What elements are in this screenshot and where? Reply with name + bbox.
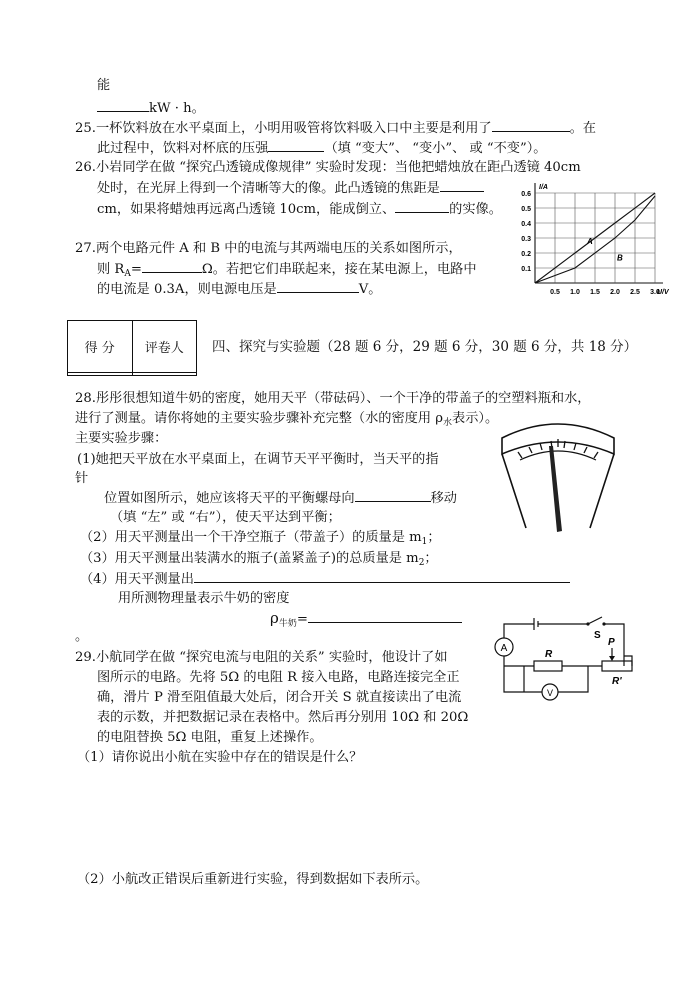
q27-blank-1[interactable] (142, 259, 202, 273)
y-tick-label: 0.1 (521, 266, 531, 273)
score-table (67, 320, 197, 376)
q29-sub1: （1）请你说出小航在实验中存在的错误是什么？ (77, 750, 363, 765)
grader-cell[interactable] (132, 373, 197, 376)
q28-step2-a: （2）用天平测量出一个干净空瓶子（带盖子）的质量是 m (80, 530, 422, 545)
q27-line3-b: V。 (358, 282, 382, 297)
dial-ticks (518, 439, 598, 458)
resistor-label: R (545, 649, 553, 660)
q25-line1 (75, 118, 596, 138)
q28-m1-sub: 1 (421, 537, 428, 547)
circuit-diagram (490, 612, 640, 702)
x-tick-label: 1.0 (570, 289, 580, 296)
q28-step3-a: （3）用天平测量出装满水的瓶子(盖紧盖子)的总质量是 m (80, 551, 419, 566)
q24-line2 (97, 98, 205, 118)
ammeter-label: A (500, 643, 508, 654)
q27-line1: 27.两个电路元件 A 和 B 中的电流与其两端电压的关系如图所示， (75, 241, 462, 256)
q29-line3: 确，滑片 P 滑至阻值最大处后，闭合开关 S 就直接读出了电流 (97, 690, 462, 705)
q25-blank-2[interactable] (268, 138, 324, 152)
q25-blank-1[interactable] (492, 118, 570, 132)
q25-text-b: 。在 (569, 121, 596, 136)
q29-line5: 的电阻替换 5Ω 电阻，重复上述操作。 (97, 730, 323, 745)
x-tick-label: 3.0 (650, 289, 660, 296)
q28-rho: ρ (270, 609, 279, 627)
y-tick-label: 0.6 (521, 191, 531, 198)
series-label-b: B (617, 253, 623, 263)
y-tick-label: 0.4 (521, 221, 531, 228)
q29-line2: 图所示的电路。先将 5Ω 的电阻 R 接入电路，电路连接完全正 (97, 670, 460, 685)
q26-line3-b: 的实像。 (449, 202, 502, 217)
q28-end-mark: 。 (75, 629, 89, 644)
y-tick-label: 0.2 (521, 251, 531, 258)
y-tick-label: 0.3 (521, 236, 531, 243)
q28-step4 (80, 569, 570, 589)
q28-rho-eq: = (296, 612, 308, 627)
section4-title: 四、探究与实验题（28 题 6 分，29 题 6 分，30 题 6 分，共 18 分） (212, 339, 638, 355)
q28-water-sub: 水 (443, 418, 453, 428)
q29-line4: 表的示数，并把数据记录在表格中。然后再分别用 10Ω 和 20Ω (97, 710, 469, 725)
q25-line2-a: 此过程中，饮料对杯底的压强 (97, 141, 269, 156)
slider-label: P (608, 637, 615, 648)
q29-line1: 29.小航同学在做 “探究电流与电阻的关系” 实验时，他设计了如 (75, 650, 448, 665)
score-cell[interactable] (68, 373, 133, 376)
q29-sub2: （2）小航改正错误后重新进行实验，得到数据如下表所示。 (77, 872, 429, 887)
q28-step1-c-text: 位置如图所示，她应该将天平的平衡螺母向 (104, 491, 355, 506)
q25-line2-b: （填 “变大”、 “变小”、 或 “不变”）。 (324, 141, 547, 156)
q28-step3-b: ； (424, 551, 438, 566)
q26-line1: 26.小岩同学在做 “探究凸透镜成像规律” 实验时发现：当他把蜡烛放在距凸透镜 40cm (75, 160, 581, 175)
q28-line2-b: 表示）。 (452, 411, 499, 426)
x-tick-label: 2.5 (630, 289, 640, 296)
q27-sub-a: A (124, 269, 131, 279)
x-tick-label: 1.5 (590, 289, 600, 296)
q28-m2-sub: 2 (418, 558, 425, 568)
q28-blank-3[interactable] (308, 609, 462, 623)
q27-line2-a: 则 R (97, 262, 125, 277)
iv-graph (505, 180, 685, 310)
x-axis-label: U/V (657, 289, 669, 296)
q28-rho-line (270, 609, 462, 634)
q28-step4-a: （4）用天平测量出 (80, 572, 194, 587)
q27-line2-b: = (130, 262, 142, 277)
y-tick-label: 0.5 (521, 206, 531, 213)
q28-line1: 28.彤彤很想知道牛奶的密度，她用天平（带砝码）、一个干净的带盖子的空塑料瓶和水， (75, 391, 591, 406)
q27-line2-c: Ω。若把它们串联起来，接在某电源上，电路中 (201, 262, 477, 277)
q28-rho-sub: 牛奶 (278, 619, 297, 629)
q28-step1-c (104, 488, 457, 508)
switch-label: S (594, 630, 601, 641)
grader-header: 评卷人 (132, 321, 197, 373)
q28-step1-b: 针 (75, 471, 89, 486)
q26-line3-a: cm，如果将蜡烛再远离凸透镜 10cm，能成倒立、 (97, 202, 396, 217)
q28-step1-e: （填 “左” 或 “右”），使天平达到平衡； (110, 510, 341, 525)
q28-step4-b: 用所测物理量表示牛奶的密度 (118, 591, 290, 606)
q28-step1-d: 移动 (430, 491, 457, 506)
q28-step2-b: ； (427, 530, 441, 545)
voltmeter-label: V (546, 688, 554, 698)
q26-line2 (97, 178, 484, 198)
q27-line3-a: 的电流是 0.3A，则电源电压是 (97, 282, 277, 297)
y-axis-label: I/A (539, 184, 548, 191)
x-tick-label: 2.0 (610, 289, 620, 296)
balance-dial-figure (498, 416, 618, 534)
q25-line2 (97, 138, 547, 158)
q27-line3 (97, 279, 381, 299)
score-header: 得 分 (68, 321, 133, 373)
rheostat-label: R' (612, 676, 622, 687)
q28-blank-2[interactable] (194, 569, 570, 583)
q24-unit: kW · h。 (149, 101, 205, 116)
q27-blank-2[interactable] (277, 279, 359, 293)
dial-pointer (549, 446, 562, 532)
q25-text-a: 25.一杯饮料放在水平桌面上，小明用吸管将饮料吸入口中主要是利用了 (75, 121, 492, 136)
q24-blank[interactable] (97, 98, 149, 112)
q28-blank-1[interactable] (355, 488, 431, 502)
series-label-a: A (587, 237, 593, 246)
q24-line1: 能 (97, 78, 111, 93)
q28-steps-title: 主要实验步骤： (75, 431, 168, 446)
q26-line2-a: 处时，在光屏上得到一个清晰等大的像。此凸透镜的焦距是 (97, 181, 440, 196)
q26-blank-1[interactable] (440, 178, 484, 192)
q28-line2-a: 进行了测量。请你将她的主要实验步骤补充完整（水的密度用 ρ (75, 411, 444, 426)
q26-blank-2[interactable] (395, 199, 449, 213)
q28-step1-a: (1)她把天平放在水平桌面上，在调节天平平衡时，当天平的指 (77, 452, 439, 467)
x-tick-label: 0.5 (550, 289, 560, 296)
q26-line3 (97, 199, 502, 219)
